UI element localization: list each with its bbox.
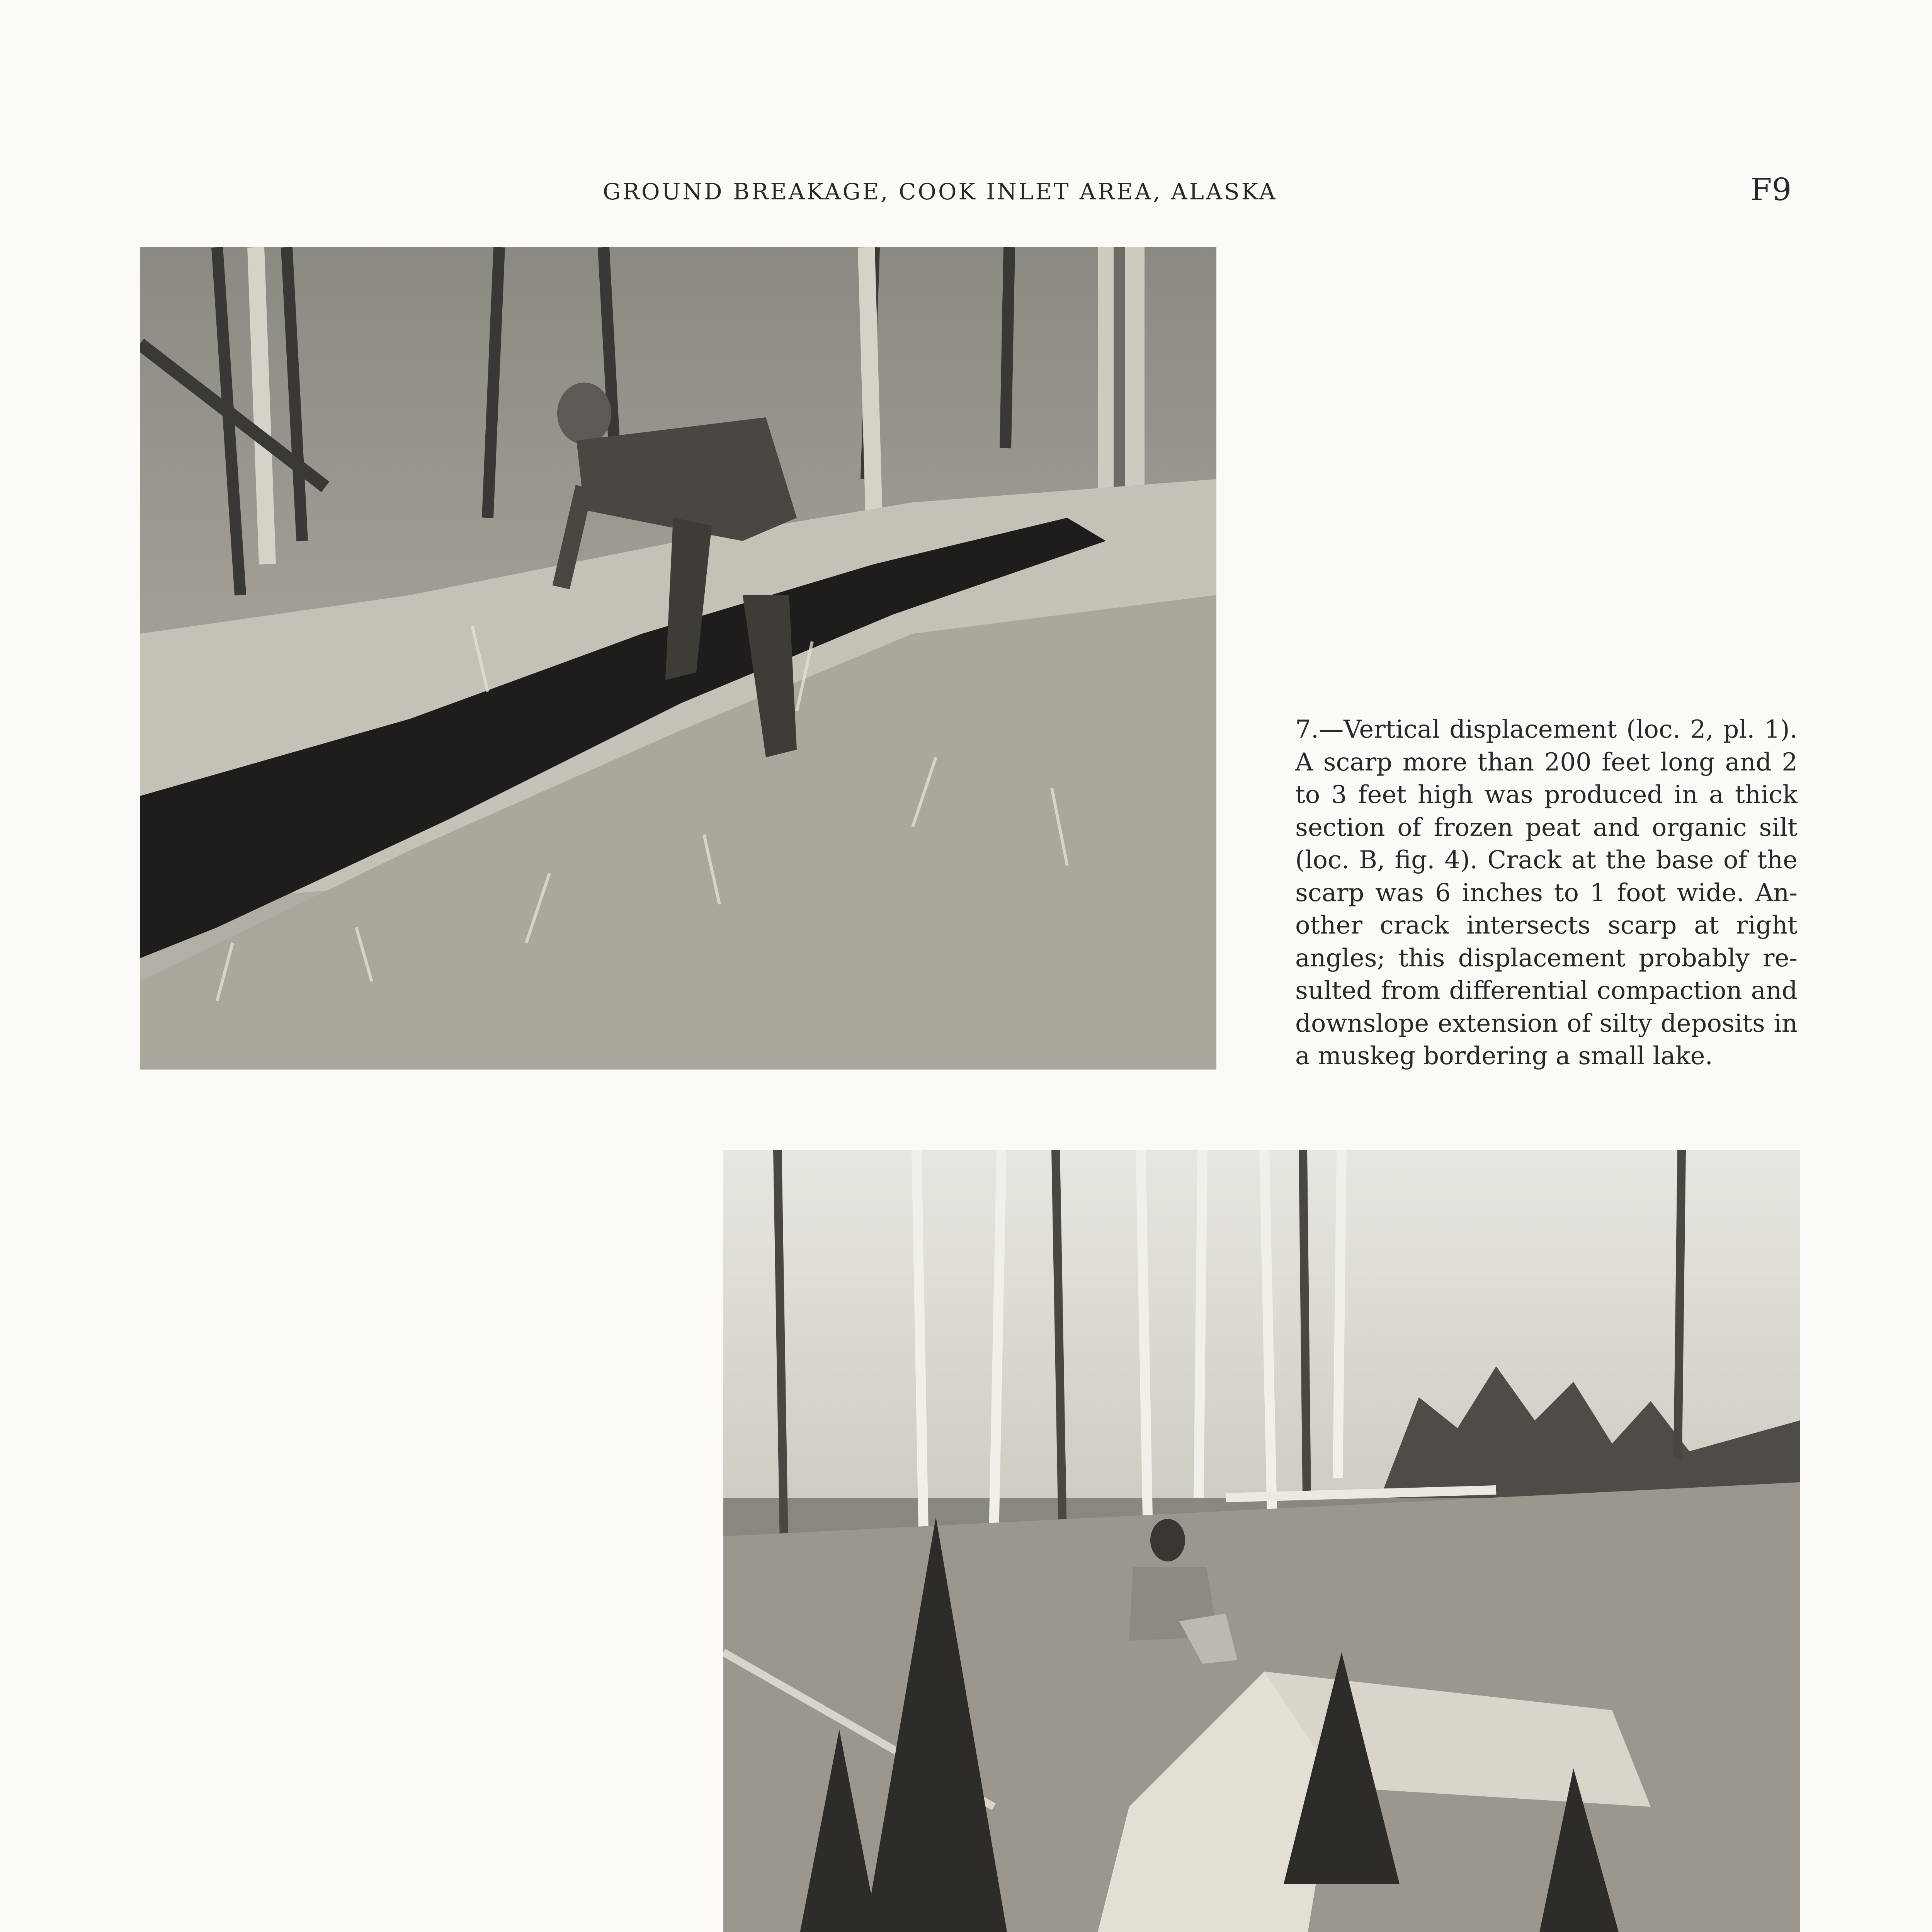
- caption-line: A scarp more than 200 feet long and 2: [1295, 748, 1798, 777]
- photo-vertical-displacement: [140, 247, 1216, 1070]
- running-header: GROUND BREAKAGE, COOK INLET AREA, ALASKA: [603, 179, 1277, 205]
- page-number: F9: [1750, 172, 1792, 207]
- caption-line: (loc. B, fig. 4). Crack at the base of the: [1295, 846, 1798, 874]
- photo-sand-ridges: [723, 1150, 1800, 1932]
- caption-line: section of frozen peat and organic silt: [1295, 813, 1798, 842]
- caption-line: downslope extension of silty deposits in: [1295, 1009, 1798, 1038]
- caption-line: 7.—Vertical displacement (loc. 2, pl. 1).: [1295, 715, 1798, 744]
- caption-line: scarp was 6 inches to 1 foot wide. An-: [1295, 878, 1798, 907]
- caption-line: to 3 feet high was produced in a thick: [1295, 781, 1798, 809]
- figure-7-caption: [1295, 713, 1798, 1073]
- caption-line: sulted from differential compaction and: [1295, 976, 1798, 1005]
- caption-line: other crack intersects scarp at right: [1295, 911, 1798, 940]
- caption-line: angles; this displacement probably re-: [1295, 944, 1798, 973]
- caption-line: a muskeg bordering a small lake.: [1295, 1042, 1713, 1070]
